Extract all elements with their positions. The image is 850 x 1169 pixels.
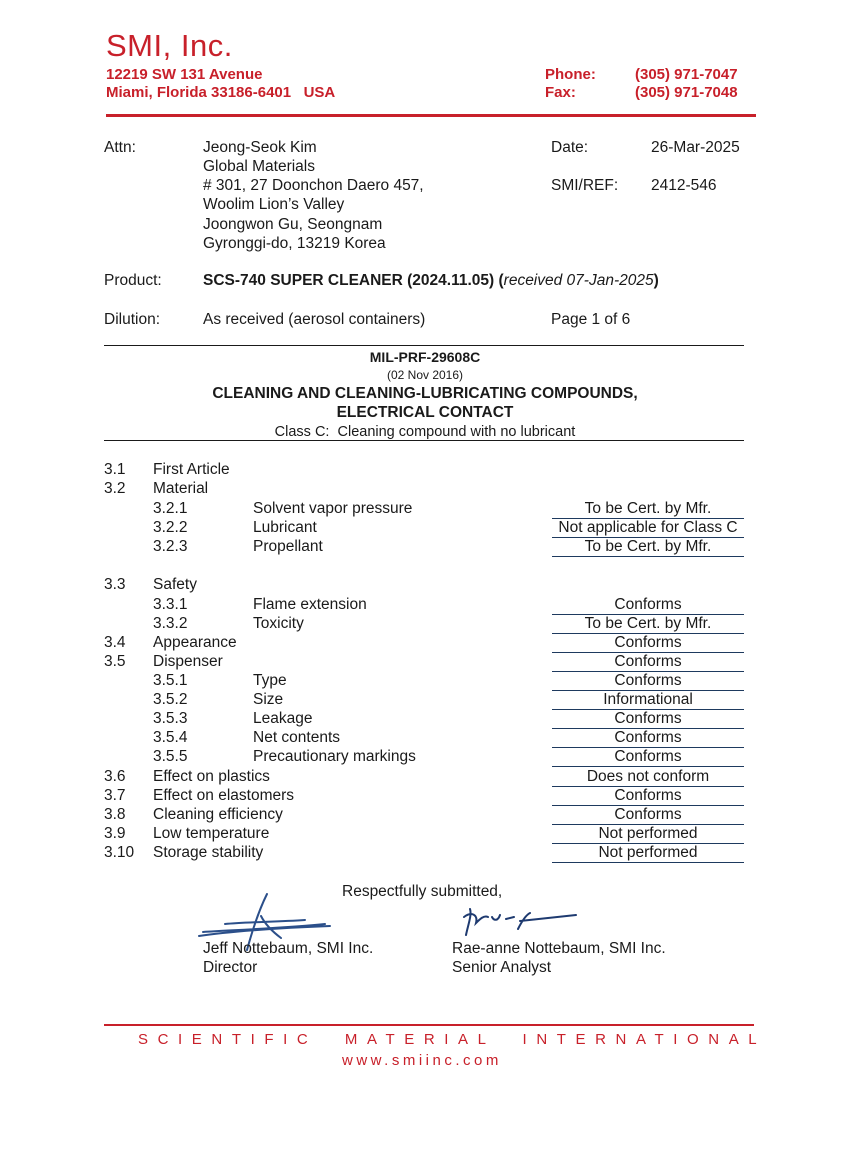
item-name: Size [253,691,284,708]
signer-1-title: Director [203,959,258,976]
item-number: 3.3.1 [153,596,188,613]
item-result: Conforms [552,787,744,806]
item-result: To be Cert. by Mfr. [552,538,744,557]
item-name: Solvent vapor pressure [253,500,413,517]
fax-number: (305) 971-7048 [635,84,738,101]
date-value: 26-Mar-2025 [651,139,740,156]
spec-date: (02 Nov 2016) [386,368,464,382]
item-name: Type [253,672,287,689]
item-result: Not performed [552,844,744,863]
item-name: Effect on plastics [153,768,270,785]
item-number: 3.6 [104,768,126,785]
phone-number: (305) 971-7047 [635,66,738,83]
spec-class: Class C: Cleaning compound with no lubricant [274,424,576,440]
item-result: To be Cert. by Mfr. [552,500,744,519]
item-name: Flame extension [253,596,367,613]
item-name: Cleaning efficiency [153,806,283,823]
item-number: 3.5 [104,653,126,670]
item-name: Low temperature [153,825,270,842]
item-result: To be Cert. by Mfr. [552,615,744,634]
date-label: Date: [551,139,589,156]
item-number: 3.2 [104,480,126,497]
ref-label: SMI/REF: [551,177,619,194]
item-name: Safety [153,576,197,593]
spec-title-2: ELECTRICAL CONTACT [336,404,514,421]
attn-line: Global Materials [203,158,315,175]
phone-label: Phone: [545,66,596,83]
product-paren-close: ) [653,272,659,289]
item-number: 3.10 [104,844,135,861]
fax-label: Fax: [545,84,576,101]
signer-1-name: Jeff Nottebaum, SMI Inc. [203,940,374,957]
footer-rule [104,1024,754,1026]
spec-title-1: CLEANING AND CLEANING-LUBRICATING COMPOUNDS, [212,385,638,402]
attn-line: Joongwon Gu, Seongnam [203,216,383,233]
item-number: 3.2.3 [153,538,188,555]
attn-label: Attn: [104,139,136,156]
item-name: Lubricant [253,519,317,536]
item-result: Conforms [552,729,744,748]
item-number: 3.3 [104,576,126,593]
item-number: 3.5.1 [153,672,188,689]
item-name: Effect on elastomers [153,787,295,804]
item-name: First Article [153,461,230,478]
item-result: Does not conform [552,768,744,787]
item-number: 3.9 [104,825,126,842]
attn-line: Jeong-Seok Kim [203,139,317,156]
item-number: 3.5.2 [153,691,188,708]
ref-value: 2412-546 [651,177,717,194]
item-number: 3.2.1 [153,500,188,517]
footer-company: SCIENTIFIC MATERIAL INTERNATIONAL [138,1031,767,1048]
attn-line: # 301, 27 Doonchon Daero 457, [203,177,424,194]
spec-bottom-rule [104,440,744,441]
attn-line: Gyronggi-do, 13219 Korea [203,235,386,252]
signature-rae-anne [458,905,588,939]
item-name: Material [153,480,209,497]
item-name: Toxicity [253,615,304,632]
item-number: 3.1 [104,461,126,478]
product-received: received 07-Jan-2025 [503,272,654,289]
item-number: 3.4 [104,634,126,651]
page-number: Page 1 of 6 [551,311,631,328]
address-line-2: Miami, Florida 33186-6401 USA [106,84,336,101]
item-result: Not performed [552,825,744,844]
item-result: Conforms [552,748,744,767]
address-line-1: 12219 SW 131 Avenue [106,66,263,83]
item-number: 3.2.2 [153,519,188,536]
dilution-label: Dilution: [104,311,160,328]
item-result: Conforms [552,710,744,729]
signer-2-title: Senior Analyst [452,959,552,976]
item-name: Appearance [153,634,237,651]
item-number: 3.7 [104,787,126,804]
spec-top-rule [104,345,744,346]
item-name: Leakage [253,710,313,727]
closing-text: Respectfully submitted, [342,883,503,900]
item-name: Precautionary markings [253,748,416,765]
dilution-value: As received (aerosol containers) [203,311,426,328]
item-result: Conforms [552,806,744,825]
product-label: Product: [104,272,162,289]
item-result: Conforms [552,653,744,672]
product-line [203,272,659,290]
header-rule [106,114,756,117]
product-paren-open: ( [494,272,504,289]
item-result: Informational [552,691,744,710]
item-name: Dispenser [153,653,223,670]
footer-website[interactable]: www.smiinc.com [342,1052,502,1069]
item-number: 3.5.5 [153,748,188,765]
item-name: Storage stability [153,844,264,861]
item-result: Conforms [552,634,744,653]
item-result: Conforms [552,596,744,615]
item-result: Not applicable for Class C [552,519,744,538]
attn-line: Woolim Lion’s Valley [203,196,345,213]
item-result: Conforms [552,672,744,691]
item-number: 3.5.3 [153,710,188,727]
company-name: SMI, Inc. [106,28,233,63]
item-number: 3.5.4 [153,729,188,746]
signer-2-name: Rae-anne Nottebaum, SMI Inc. [452,940,666,957]
item-number: 3.8 [104,806,126,823]
item-name: Net contents [253,729,341,746]
item-number: 3.3.2 [153,615,188,632]
spec-number: MIL-PRF-29608C [369,349,481,365]
item-name: Propellant [253,538,323,555]
product-name: SCS-740 SUPER CLEANER (2024.11.05) [203,272,495,289]
